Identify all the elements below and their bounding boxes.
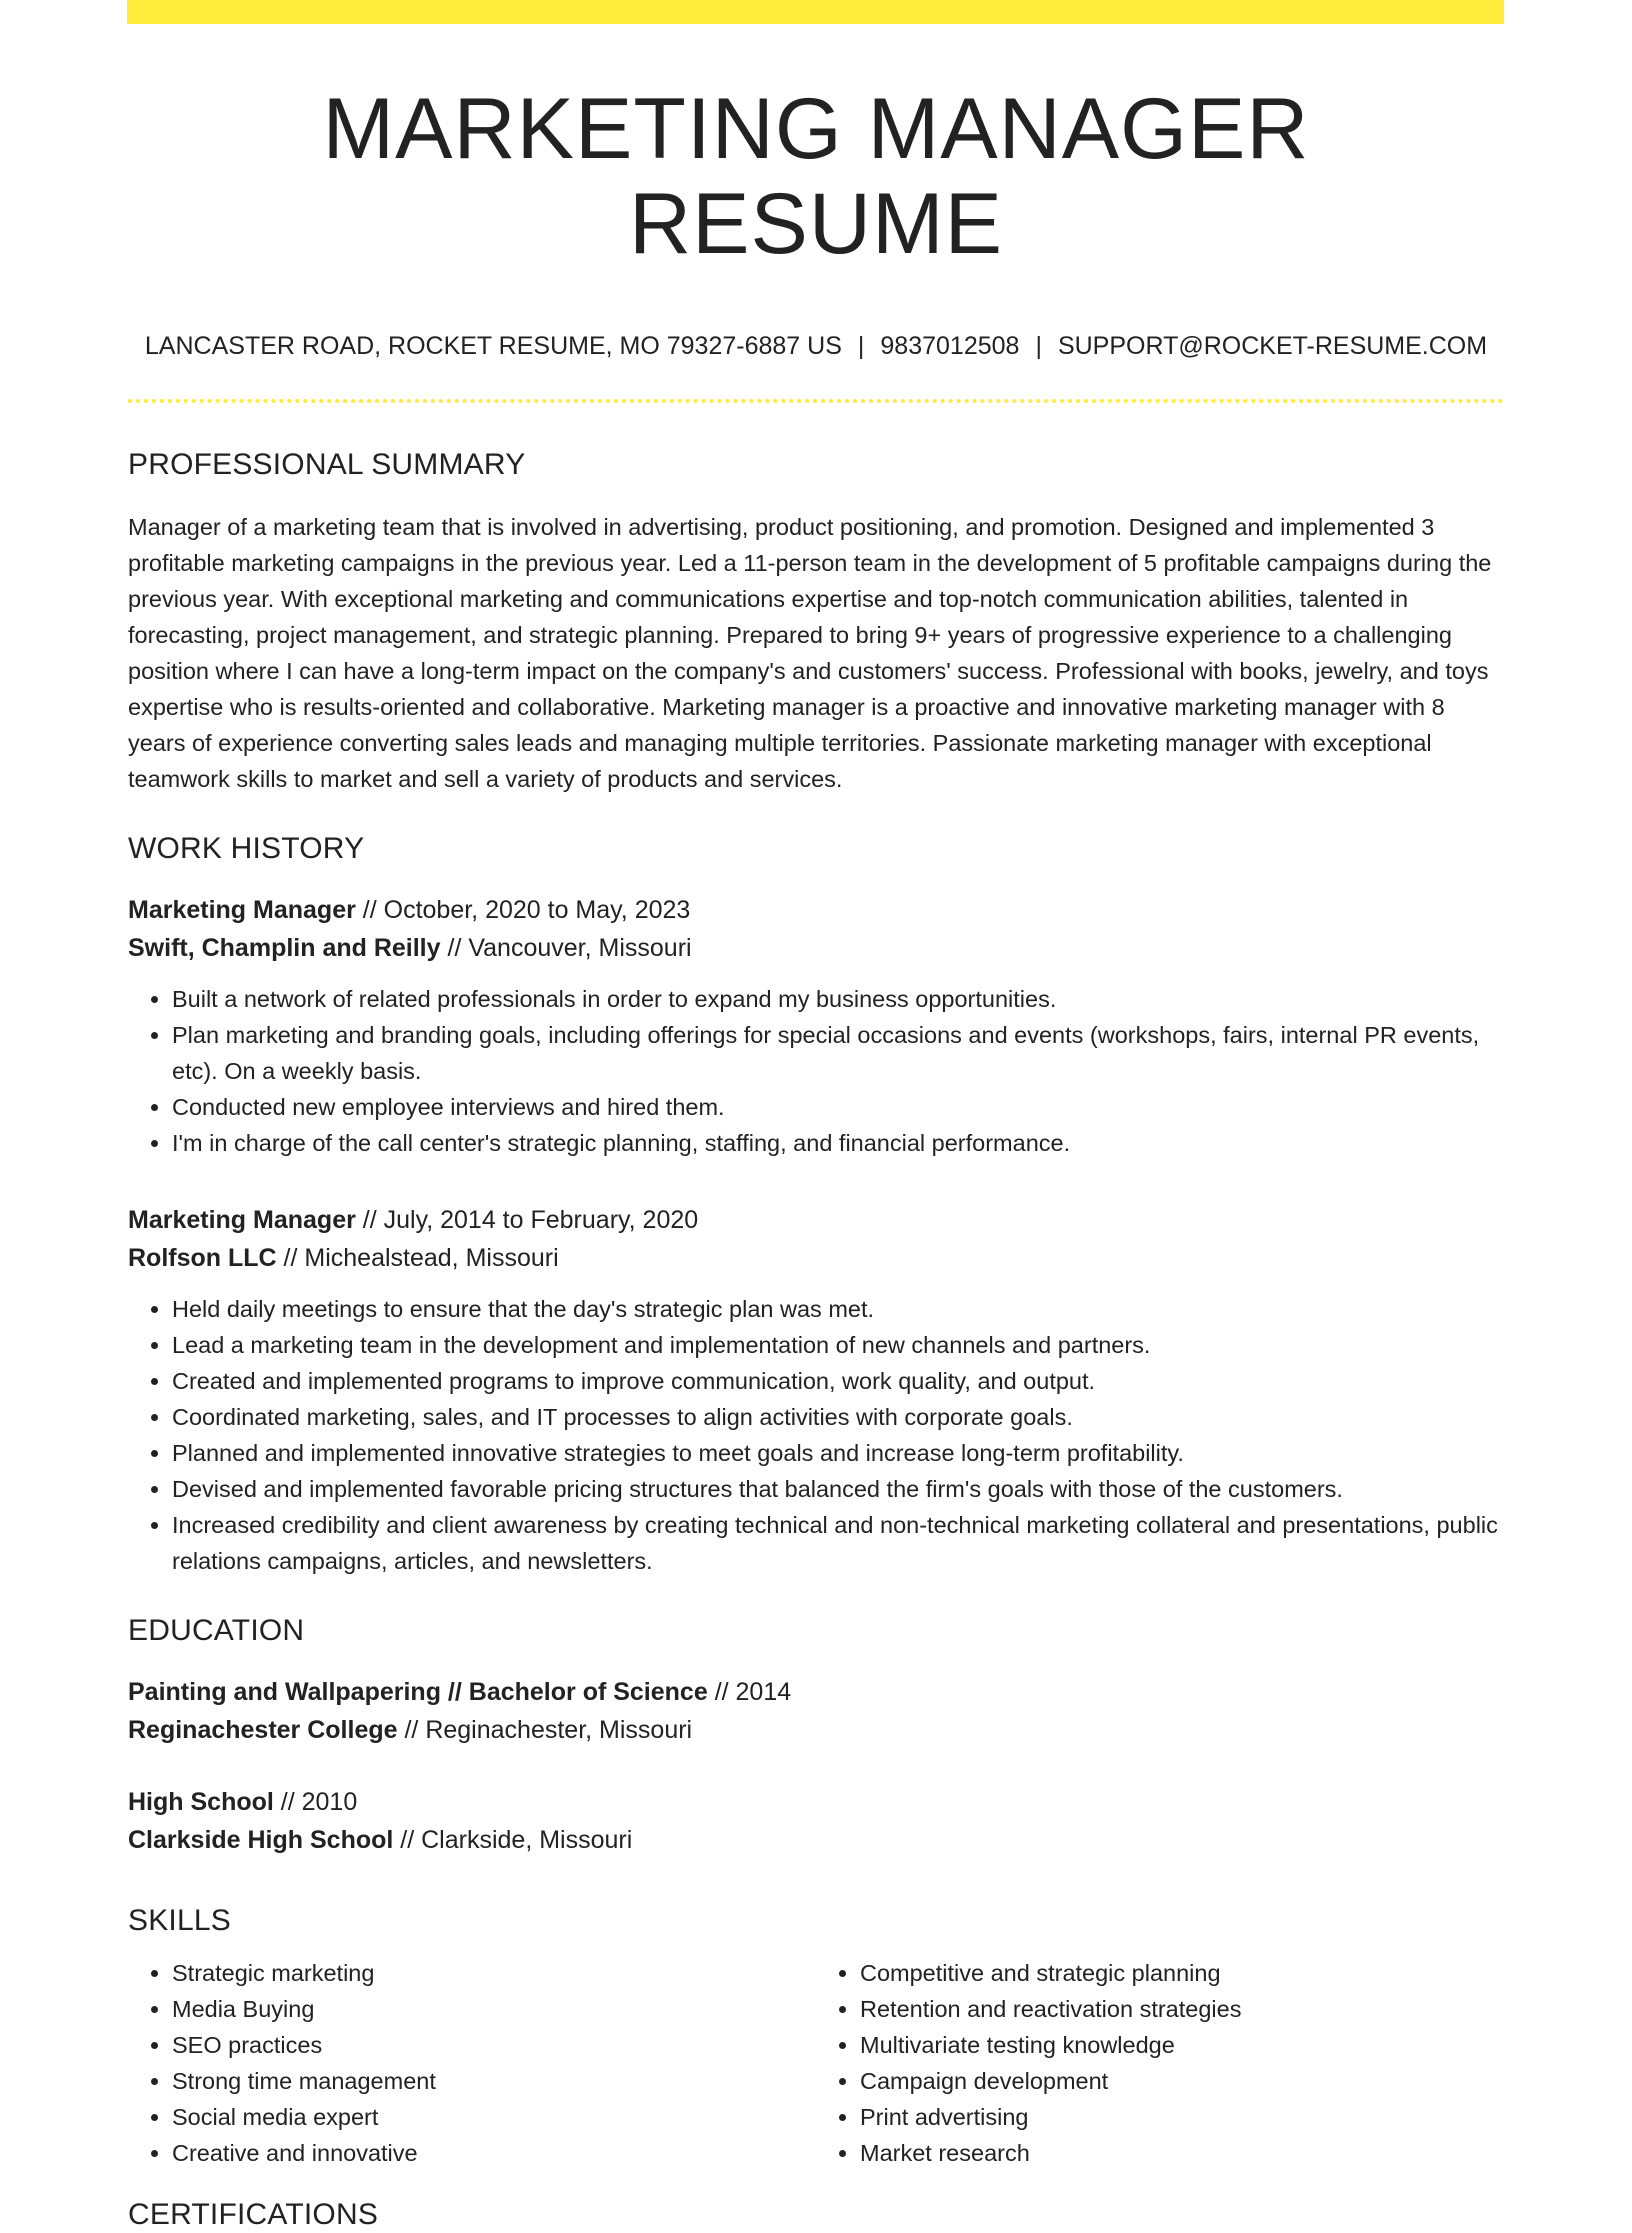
job-role: Marketing Manager	[128, 896, 356, 925]
education-year: // 2014	[707, 1678, 792, 1707]
education-school: Clarkside High School	[128, 1826, 394, 1855]
skills-columns	[128, 1955, 1504, 2171]
skill-item: • Print advertising	[860, 2099, 1504, 2135]
job-location: // Vancouver, Missouri	[440, 934, 692, 963]
skill-item: • SEO practices	[172, 2027, 816, 2063]
job-entry	[128, 1201, 1504, 1579]
contact-separator: |	[857, 332, 865, 361]
education-year: // 2010	[273, 1788, 358, 1817]
skill-item: • Social media expert	[172, 2099, 816, 2135]
education-entry	[128, 1783, 1504, 1859]
resume-title: MARKETING MANAGER RESUME	[322, 81, 1310, 272]
section-title-summary: PROFESSIONAL SUMMARY	[128, 448, 526, 482]
education-school: Reginachester College	[128, 1716, 398, 1745]
job-role: Marketing Manager	[128, 1206, 356, 1235]
section-title-certifications: CERTIFICATIONS	[128, 2198, 379, 2232]
skill-item: • Campaign development	[860, 2063, 1504, 2099]
contact-address: LANCASTER ROAD, ROCKET RESUME, MO 79327-6887 US	[144, 332, 842, 361]
skill-item: • Market research	[860, 2135, 1504, 2171]
education-school-line	[128, 1711, 1504, 1749]
resume-content	[128, 24, 1504, 2233]
education-degree-line	[128, 1673, 1504, 1711]
job-bullet: • I'm in charge of the call center's strategic planning, staffing, and financial performance.	[172, 1125, 1504, 1161]
job-bullet: • Held daily meetings to ensure that the day's strategic plan was met.	[172, 1291, 1504, 1327]
job-bullet: • Planned and implemented innovative strategies to meet goals and increase long-term profitability.	[172, 1435, 1504, 1471]
skill-item: • Retention and reactivation strategies	[860, 1991, 1504, 2027]
job-bullet: • Created and implemented programs to improve communication, work quality, and output.	[172, 1363, 1504, 1399]
job-role-line	[128, 891, 1504, 929]
education-degree: Painting and Wallpapering // Bachelor of Science	[128, 1678, 708, 1707]
job-bullet: • Coordinated marketing, sales, and IT processes to align activities with corporate goals.	[172, 1399, 1504, 1435]
job-dates: // July, 2014 to February, 2020	[355, 1206, 699, 1235]
contact-separator: |	[1035, 332, 1042, 361]
contact-line	[128, 331, 1504, 361]
job-bullet: • Conducted new employee interviews and hired them.	[172, 1089, 1504, 1125]
skill-item: • Media Buying	[172, 1991, 816, 2027]
education-school-line	[128, 1821, 1504, 1859]
dotted-divider	[128, 399, 1504, 403]
job-bullet: • Built a network of related professionals in order to expand my business opportunities.	[172, 981, 1504, 1017]
job-location: // Michealstead, Missouri	[276, 1244, 559, 1273]
job-bullet: • Lead a marketing team in the development and implementation of new channels and partners.	[172, 1327, 1504, 1363]
education-degree: High School	[128, 1788, 274, 1817]
job-company-line	[128, 1239, 1504, 1277]
education-degree-line	[128, 1783, 1504, 1821]
education-entry	[128, 1673, 1504, 1749]
summary-paragraph: Manager of a marketing team that is involved in advertising, product positioning, and promotion. Designed and implemented 3 profitable marketing campaigns in the previous year. Led a 11-person team in the development of 5 profitable campaigns during the previous year. With exceptional marketing and communications expertise and top-notch communication abilities, talented in forecasting, project management, and strategic planning. Prepared to bring 9+ years of progressive experience to a challenging position where I can have a long-term impact on the company's and customers' success. Professional with books, jewelry, and toys expertise who is results-oriented and collaborative. Marketing manager is a proactive and innovative marketing manager with 8 years of experience converting sales leads and managing multiple territories. Passionate marketing manager with exceptional teamwork skills to market and sell a variety of products and services.	[128, 514, 1492, 793]
job-bullet: • Devised and implemented favorable pricing structures that balanced the firm's goals with those of the customers.	[172, 1471, 1504, 1507]
skill-item: • Strategic marketing	[172, 1955, 816, 1991]
section-title-work-history: WORK HISTORY	[128, 832, 365, 866]
job-role-line	[128, 1201, 1504, 1239]
skills-list-left	[128, 1955, 816, 2171]
skill-item: • Strong time management	[172, 2063, 816, 2099]
skill-item: • Creative and innovative	[172, 2135, 816, 2171]
education-location: // Clarkside, Missouri	[393, 1826, 633, 1855]
contact-phone: 9837012508	[880, 332, 1020, 361]
job-bullet: • Increased credibility and client awareness by creating technical and non-technical marketing collateral and presentations, public relations campaigns, articles, and newsletters.	[172, 1507, 1504, 1579]
section-title-skills: SKILLS	[128, 1904, 231, 1938]
top-accent-bar	[127, 0, 1504, 24]
skills-list-right	[816, 1955, 1504, 2171]
job-bullet-list	[128, 981, 1504, 1161]
skill-item: • Multivariate testing knowledge	[860, 2027, 1504, 2063]
contact-email: SUPPORT@ROCKET-RESUME.COM	[1057, 332, 1488, 361]
job-company: Swift, Champlin and Reilly	[128, 934, 441, 963]
section-title-education: EDUCATION	[128, 1614, 305, 1648]
job-bullet-list	[128, 1291, 1504, 1579]
job-dates: // October, 2020 to May, 2023	[355, 896, 691, 925]
job-company: Rolfson LLC	[128, 1244, 277, 1273]
job-entry	[128, 891, 1504, 1161]
skill-item: • Competitive and strategic planning	[860, 1955, 1504, 1991]
education-location: // Reginachester, Missouri	[397, 1716, 693, 1745]
job-bullet: • Plan marketing and branding goals, including offerings for special occasions and events (workshops, fairs, internal PR events, etc). On a weekly basis.	[172, 1017, 1504, 1089]
job-company-line	[128, 929, 1504, 967]
